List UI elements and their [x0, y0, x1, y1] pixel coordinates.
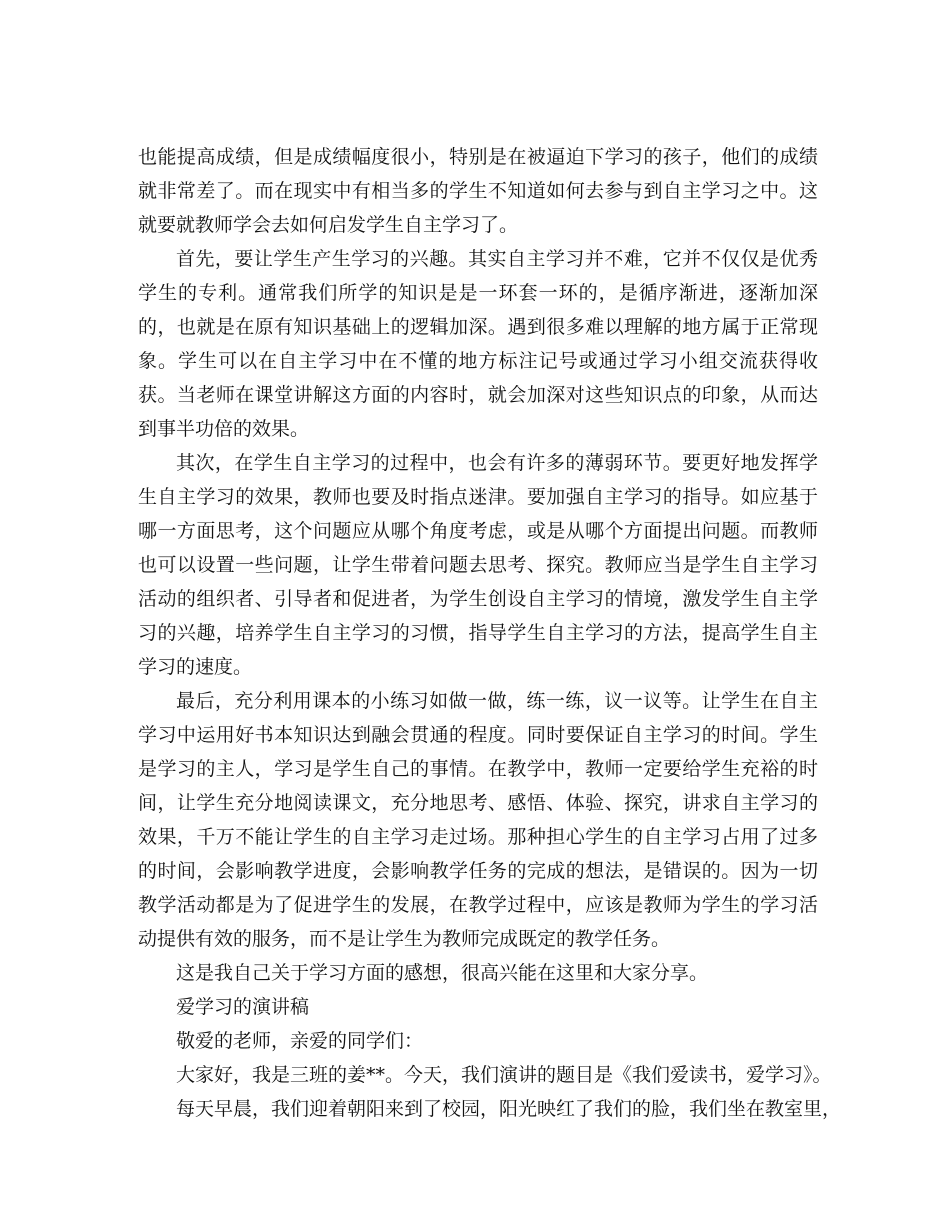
last-line: 每天早晨，我们迎着朝阳来到了校园，阳光映红了我们的脸，我们坐在教室里，: [176, 1098, 842, 1120]
paragraph-final-point: 最后，充分利用课本的小练习如做一做，练一练，议一议等。让学生在自主学习中运用好书本知识达到融会贯通的程度。同时要保证自主学习的时间。学生是学习的主人，学习是学生自己的事情。在教学中，教师一定要给学生充裕的时间，让学生充分地阅读课文，充分地思考、感悟、体验、探究，讲求自主学习的效果，千万不能让学生的自主学习走过场。那种担心学生的自主学习占用了过多的时间，会影响教学进度，会影响教学任务的完成的想法，是错误的。因为一切教学活动都是为了促进学生的发展，在教学过程中，应该是教师为学生的学习活动提供有效的服务，而不是让学生为教师完成既定的教学任务。: [138, 690, 818, 950]
document-body: [138, 140, 842, 1126]
salutation: 敬爱的老师，亲爱的同学们：: [176, 1030, 424, 1052]
paragraph-second-point: 其次，在学生自主学习的过程中，也会有许多的薄弱环节。要更好地发挥学生自主学习的效果，教师也要及时指点迷津。要加强自主学习的指导。如应基于哪一方面思考，这个问题应从哪个角度考虑，或是从哪个方面提出问题。而教师也可以设置一些问题，让学生带着问题去思考、探究。教师应当是学生自主学习活动的组织者、引导者和促进者，为学生创设自主学习的情境，激发学生自主学习的兴趣，培养学生自主学习的习惯，指导学生自主学习的方法，提高学生自主学习的速度。: [138, 452, 818, 678]
speech-title: 爱学习的演讲稿: [176, 996, 310, 1018]
greeting: 大家好，我是三班的姜**。今天，我们演讲的题目是《我们爱读书，爱学习》。: [176, 1064, 832, 1086]
closing-line: 这是我自己关于学习方面的感想，很高兴能在这里和大家分享。: [176, 962, 709, 984]
paragraph-first-point: 首先，要让学生产生学习的兴趣。其实自主学习并不难，它并不仅仅是优秀学生的专利。通常我们所学的知识是是一环套一环的，是循序渐进，逐渐加深的，也就是在原有知识基础上的逻辑加深。遇到很多难以理解的地方属于正常现象。学生可以在自主学习中在不懂的地方标注记号或通过学习小组交流获得收获。当老师在课堂讲解这方面的内容时，就会加深对这些知识点的印象，从而达到事半功倍的效果。: [138, 248, 818, 440]
paragraph-continuation: 也能提高成绩，但是成绩幅度很小，特别是在被逼迫下学习的孩子，他们的成绩就非常差了。而在现实中有相当多的学生不知道如何去参与到自主学习之中。这就要就教师学会去如何启发学生自主学习了。: [138, 146, 818, 236]
